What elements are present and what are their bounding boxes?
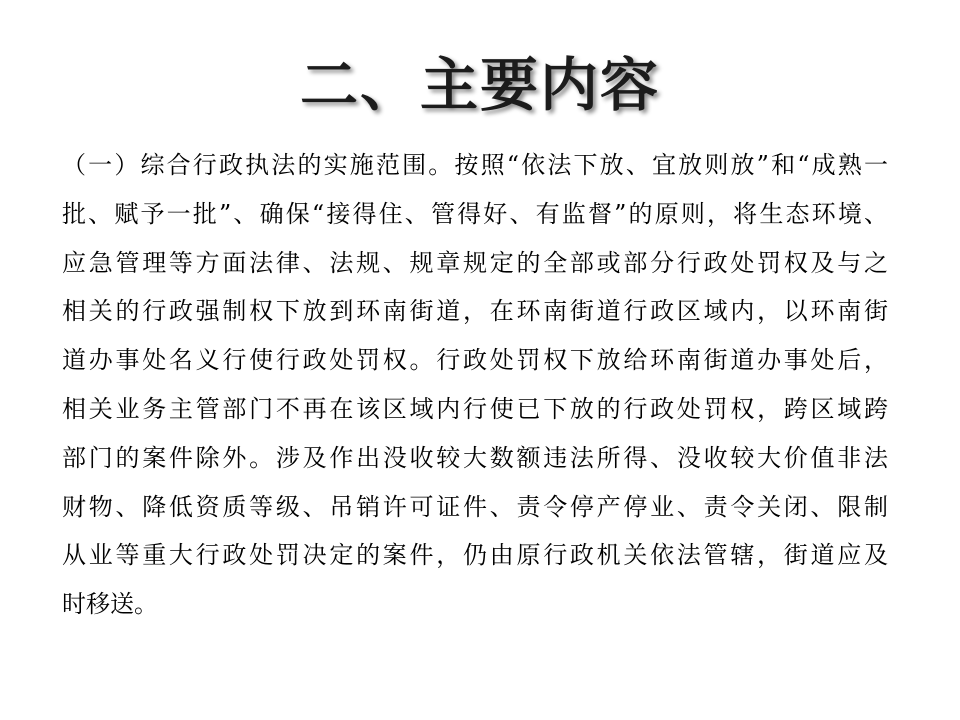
body-line: 相关的行政强制权下放到环南街道，在环南街道行政区域内，以环南街 xyxy=(62,297,888,326)
body-line: 从业等重大行政处罚决定的案件，仍由原行政机关依法管辖，街道应及 xyxy=(62,541,888,570)
slide-title: 二、主要内容 xyxy=(299,51,660,119)
body-line: 相关业务主管部门不再在该区域内行使已下放的行政处罚权，跨区域跨 xyxy=(62,394,888,423)
body-line: （一）综合行政执法的实施范围。按照“依法下放、宜放则放”和“成熟一 xyxy=(62,151,888,179)
body-line: 应急管理等方面法律、法规、规章规定的全部或部分行政处罚权及与之 xyxy=(62,248,888,277)
body-line: 批、赋予一批”、确保“接得住、管得好、有监督”的原则，将生态环境、 xyxy=(62,199,888,228)
body-line: 道办事处名义行使行政处罚权。行政处罚权下放给环南街道办事处后， xyxy=(62,346,888,375)
body-line: 财物、降低资质等级、吊销许可证件、责令停产停业、责令关闭、限制 xyxy=(62,492,888,521)
body-line: 部门的案件除外。涉及作出没收较大数额违法所得、没收较大价值非法 xyxy=(62,443,888,472)
slide-body xyxy=(62,141,888,629)
body-line: 时移送。 xyxy=(62,590,158,619)
